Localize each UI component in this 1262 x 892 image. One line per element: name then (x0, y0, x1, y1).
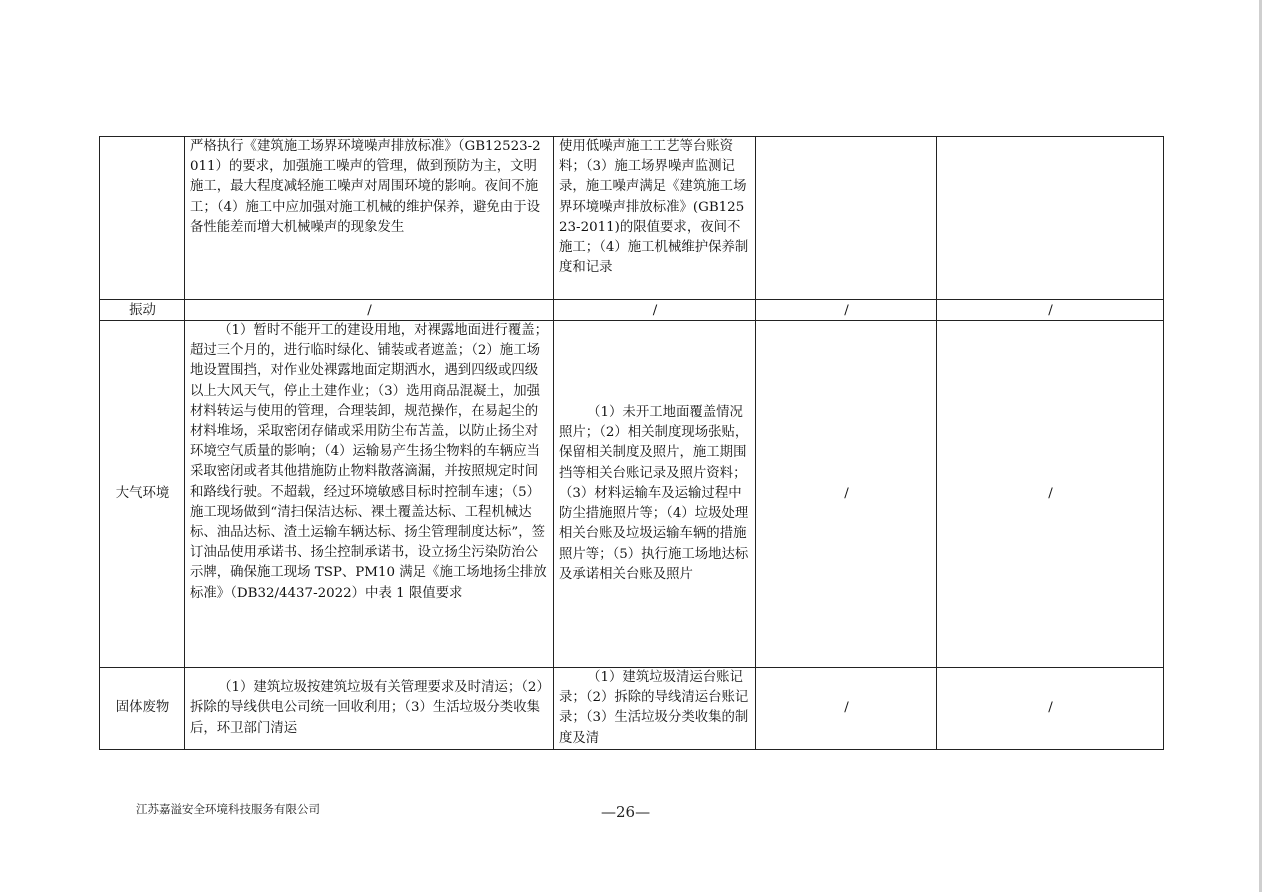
table-row-noise (100, 137, 1164, 300)
column-5-cell: / (937, 321, 1164, 668)
evidence-cell: 使用低噪声施工工艺等台账资料；（3）施工场界噪声监测记录，施工噪声满足《建筑施工场界环境噪声排放标准》(GB12523-2011)的限值要求，夜间不施工；（4）施工机械维护保养制度和记录 (554, 137, 756, 300)
category-cell: 振动 (100, 300, 185, 321)
column-5-cell: / (937, 300, 1164, 321)
column-4-cell: / (756, 321, 937, 668)
table-row-vibration (100, 300, 1164, 321)
column-5-cell (937, 137, 1164, 300)
page-number: —26— (601, 803, 651, 821)
table-row-air (100, 321, 1164, 668)
category-cell: 大气环境 (100, 321, 185, 668)
column-4-cell: / (756, 668, 937, 750)
table-row-solid-waste (100, 668, 1164, 750)
column-4-cell (756, 137, 937, 300)
evidence-cell: （1）未开工地面覆盖情况照片；（2）相关制度现场张贴，保留相关制度及照片，施工期围挡等相关台账记录及照片资料；（3）材料运输车及运输过程中防尘措施照片等；（4）垃圾处理相关台账及垃圾运输车辆的措施照片等；（5）执行施工场地达标及承诺相关台账及照片 (554, 321, 756, 668)
measures-cell: （1）建筑垃圾按建筑垃圾有关管理要求及时清运；（2）拆除的导线供电公司统一回收利用；（3）生活垃圾分类收集后，环卫部门清运 (185, 668, 554, 750)
measures-cell: / (185, 300, 554, 321)
column-4-cell: / (756, 300, 937, 321)
evidence-cell: / (554, 300, 756, 321)
environmental-measures-table (99, 136, 1164, 750)
category-cell (100, 137, 185, 300)
category-cell: 固体废物 (100, 668, 185, 750)
measures-cell: 严格执行《建筑施工场界环境噪声排放标准》（GB12523-2011）的要求，加强施工噪声的管理，做到预防为主，文明施工，最大程度减轻施工噪声对周围环境的影响。夜间不施工；（4）施工中应加强对施工机械的维护保养，避免由于设备性能差而增大机械噪声的现象发生 (185, 137, 554, 300)
measures-cell: （1）暂时不能开工的建设用地，对裸露地面进行覆盖；超过三个月的，进行临时绿化、铺装或者遮盖；（2）施工场地设置围挡，对作业处裸露地面定期洒水，遇到四级或四级以上大风天气，停止土建作业；（3）选用商品混凝土，加强材料转运与使用的管理，合理装卸，规范操作，在易起尘的材料堆场，采取密闭存储或采用防尘布苫盖，以防止扬尘对环境空气质量的影响；（4）运输易产生扬尘物料的车辆应当采取密闭或者其他措施防止物料散落滴漏，并按照规定时间和路线行驶。不超载，经过环境敏感目标时控制车速；（5）施工现场做到“清扫保洁达标、裸土覆盖达标、工程机械达标、油品达标、渣土运输车辆达标、扬尘管理制度达标”，签订油品使用承诺书、扬尘控制承诺书，设立扬尘污染防治公示牌，确保施工现场 TSP、PM10 满足《施工场地扬尘排放标准》（DB32/4437-2022）中表 1 限值要求 (185, 321, 554, 668)
footer-company-name: 江苏嘉溢安全环境科技服务有限公司 (136, 802, 320, 816)
evidence-cell: （1）建筑垃圾清运台账记录；（2）拆除的导线清运台账记录；（3）生活垃圾分类收集的制度及清 (554, 668, 756, 750)
column-5-cell: / (937, 668, 1164, 750)
